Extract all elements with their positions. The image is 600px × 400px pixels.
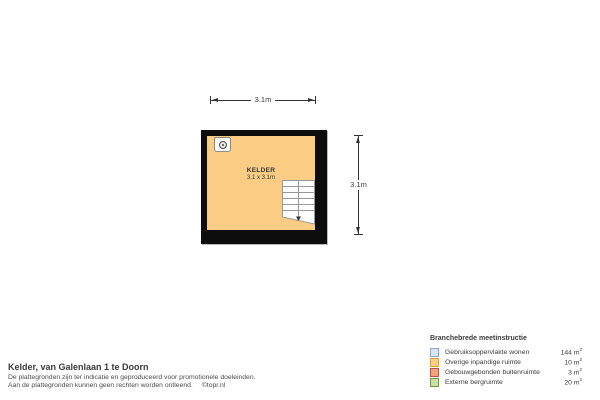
swatch-blue-icon xyxy=(430,348,439,357)
swatch-red-icon xyxy=(430,368,439,377)
legend-label: Overige inpandige ruimte xyxy=(445,358,521,366)
legend-row-bergruimte xyxy=(430,377,582,387)
legend-title: Branchebrede meetinstructie xyxy=(430,335,527,342)
legend-row-inpandig xyxy=(430,357,582,367)
room-size: 3.1 x 3.1m xyxy=(246,175,275,181)
legend-value: 20 $m^2$ xyxy=(564,377,582,387)
stairs-icon xyxy=(282,180,315,225)
legend-value: 10 $m^2$ xyxy=(564,357,582,367)
room-kelder xyxy=(207,136,315,230)
legend-row-wonen xyxy=(430,347,582,357)
disclaimer-line-2 xyxy=(8,382,225,389)
arrow-down-icon xyxy=(356,227,360,233)
copyright-text: ©topr.nl xyxy=(201,382,226,389)
washing-machine-door-dot xyxy=(222,144,224,146)
legend-row-buitenruimte xyxy=(430,367,582,377)
disclaimer-text: Aan de plattegronden kunnen geen rechten worden ontleend. xyxy=(8,382,193,389)
legend-label: Externe bergruimte xyxy=(445,378,503,386)
washing-machine-drum xyxy=(219,141,227,149)
legend-meetinstructie xyxy=(430,335,582,387)
arrow-up-icon xyxy=(356,137,360,143)
dimension-top-label: 3.1m xyxy=(211,95,315,105)
legend-label: Gebouwgebonden buitenruimte xyxy=(445,368,540,376)
page-title: Kelder, van Galenlaan 1 te Doorn xyxy=(8,362,149,372)
room-label xyxy=(207,167,315,181)
dimension-right-tick-top xyxy=(354,135,363,136)
room-name: KELDER xyxy=(246,167,276,174)
legend-value: 144 $m^2$ xyxy=(560,347,582,357)
legend-value: 3 $m^2$ xyxy=(568,367,582,377)
disclaimer-line-1: De plattegronden zijn ter indicatie en geproduceerd voor promotionele doeleinden. xyxy=(8,374,256,381)
floorplan-kelder xyxy=(201,130,327,244)
legend-label: Gebruiksoppervlakte wonen xyxy=(445,348,530,356)
swatch-green-icon xyxy=(430,378,439,387)
swatch-orange-icon xyxy=(430,358,439,367)
dimension-right-label: 3.1m xyxy=(343,180,374,190)
dimension-right-tick-bottom xyxy=(354,234,363,235)
dimension-top-tick-right xyxy=(315,96,316,104)
washing-machine-icon xyxy=(214,137,231,152)
